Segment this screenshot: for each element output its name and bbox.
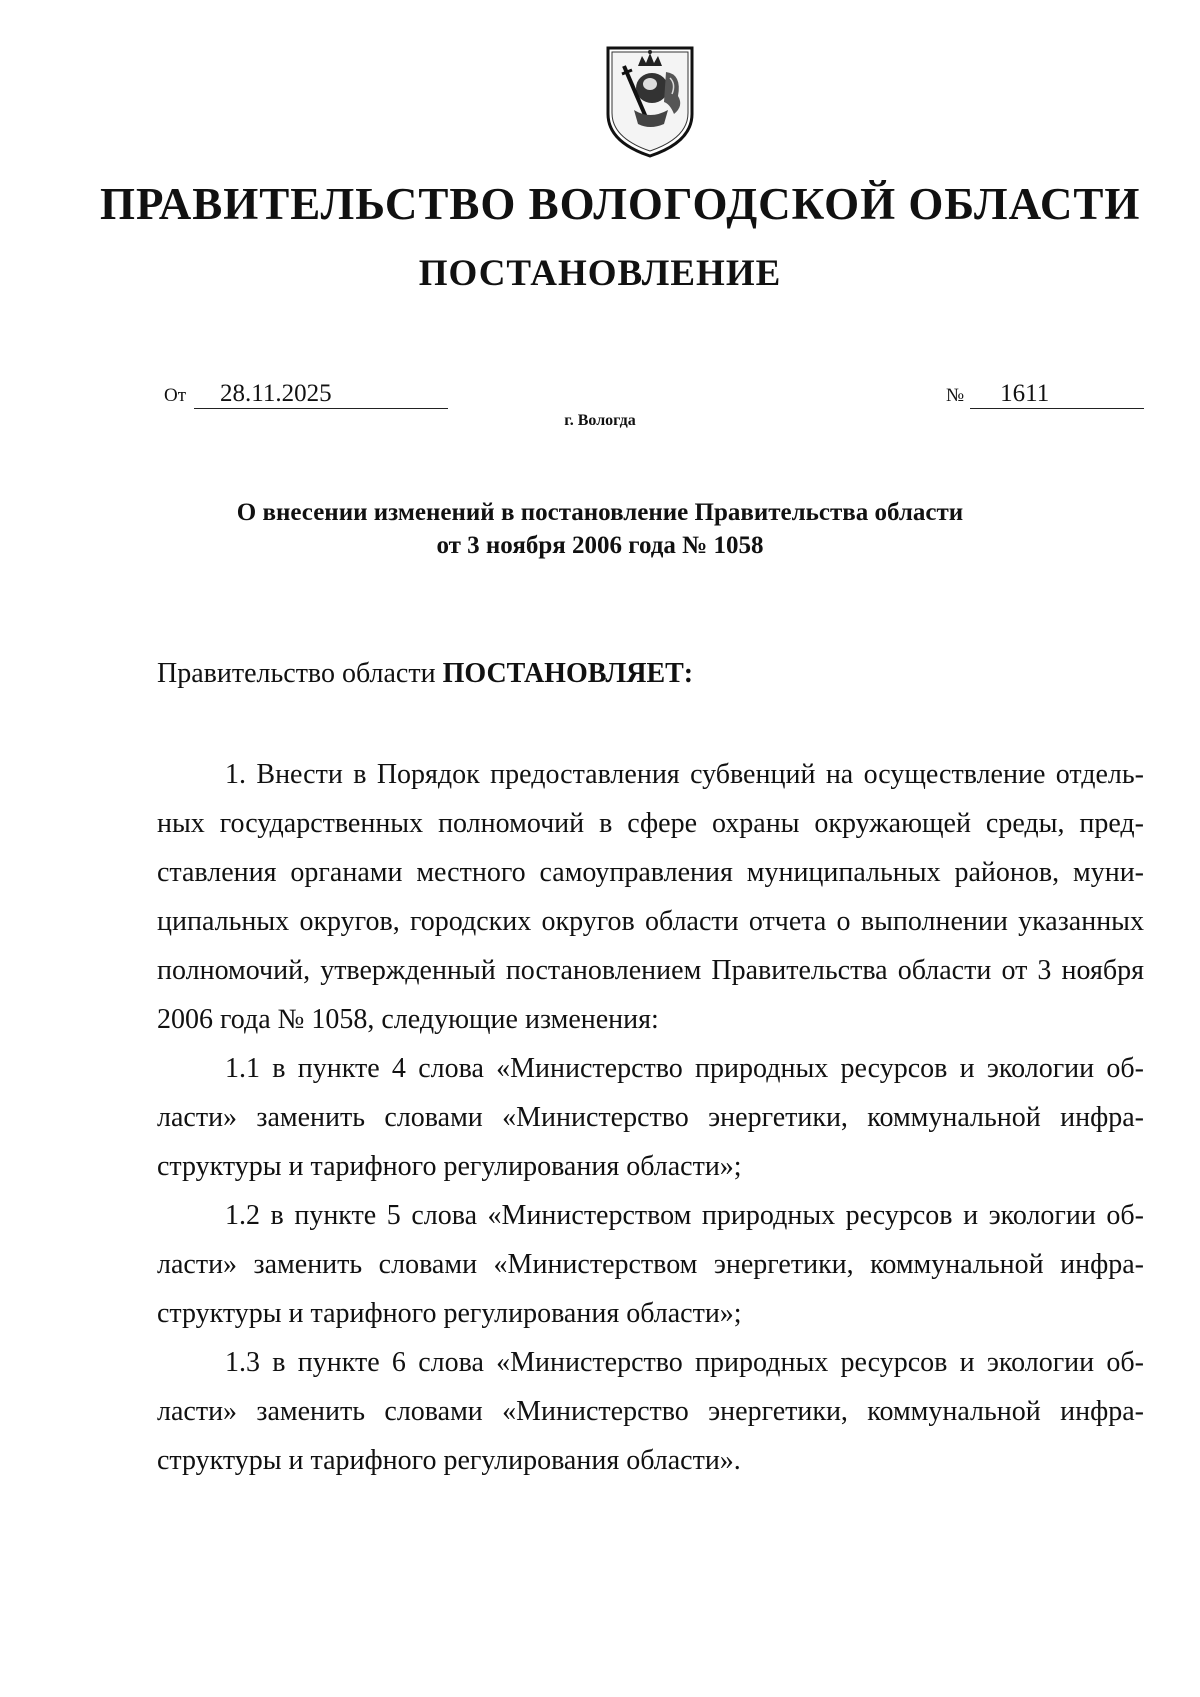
date-prefix: От — [164, 385, 187, 406]
number-value: 1611 — [970, 380, 1144, 409]
paragraph-line: ласти» заменить словами «Министерство энергетики, коммунальной инфра- — [157, 1102, 1144, 1133]
paragraph-line: структуры и тарифного регулирования области». — [157, 1445, 741, 1476]
paragraph-line: структуры и тарифного регулирования области»; — [157, 1298, 742, 1329]
paragraph-line: ласти» заменить словами «Министерством энергетики, коммунальной инфра- — [157, 1249, 1144, 1280]
paragraph-line: 1.2 в пункте 5 слова «Министерством природных ресурсов и экологии об- — [225, 1200, 1144, 1231]
subject-line: от 3 ноября 2006 года № 1058 — [436, 532, 764, 559]
paragraph-line: полномочий, утвержденный постановлением Правительства области от 3 ноября — [157, 955, 1144, 986]
paragraph-line: 2006 года № 1058, следующие изменения: — [157, 1004, 659, 1035]
date-value: 28.11.2025 — [194, 380, 448, 409]
paragraph-line: 1. Внести в Порядок предоставления субвенций на осуществление отдель- — [225, 759, 1144, 790]
document-type-heading: ПОСТАНОВЛЕНИЕ — [418, 253, 782, 294]
number-prefix: № — [946, 385, 965, 406]
city-name: г. Вологда — [564, 412, 636, 429]
government-title: ПРАВИТЕЛЬСТВО ВОЛОГОДСКОЙ ОБЛАСТИ — [100, 179, 1141, 229]
decree-text: Правительство области — [157, 658, 443, 689]
document-number — [946, 380, 1144, 409]
paragraph-line: ставления органами местного самоуправления муниципальных районов, муни- — [157, 857, 1144, 888]
document-date — [164, 380, 448, 409]
decree-statement — [157, 658, 693, 690]
document-body — [157, 750, 1144, 1485]
coat-of-arms-icon — [604, 44, 696, 160]
paragraph-line: 1.1 в пункте 4 слова «Министерство природных ресурсов и экологии об- — [225, 1053, 1144, 1084]
paragraph-line: ных государственных полномочий в сфере охраны окружающей среды, пред- — [157, 808, 1144, 839]
subject-line: О внесении изменений в постановление Правительства области — [236, 499, 964, 526]
document-subject — [150, 496, 1050, 562]
decree-emphasis: ПОСТАНОВЛЯЕТ: — [442, 658, 694, 689]
paragraph-line: ласти» заменить словами «Министерство энергетики, коммунальной инфра- — [157, 1396, 1144, 1427]
paragraph-line: 1.3 в пункте 6 слова «Министерство природных ресурсов и экологии об- — [225, 1347, 1144, 1378]
paragraph-line: структуры и тарифного регулирования области»; — [157, 1151, 742, 1182]
paragraph-line: ципальных округов, городских округов области отчета о выполнении указанных — [157, 906, 1144, 937]
